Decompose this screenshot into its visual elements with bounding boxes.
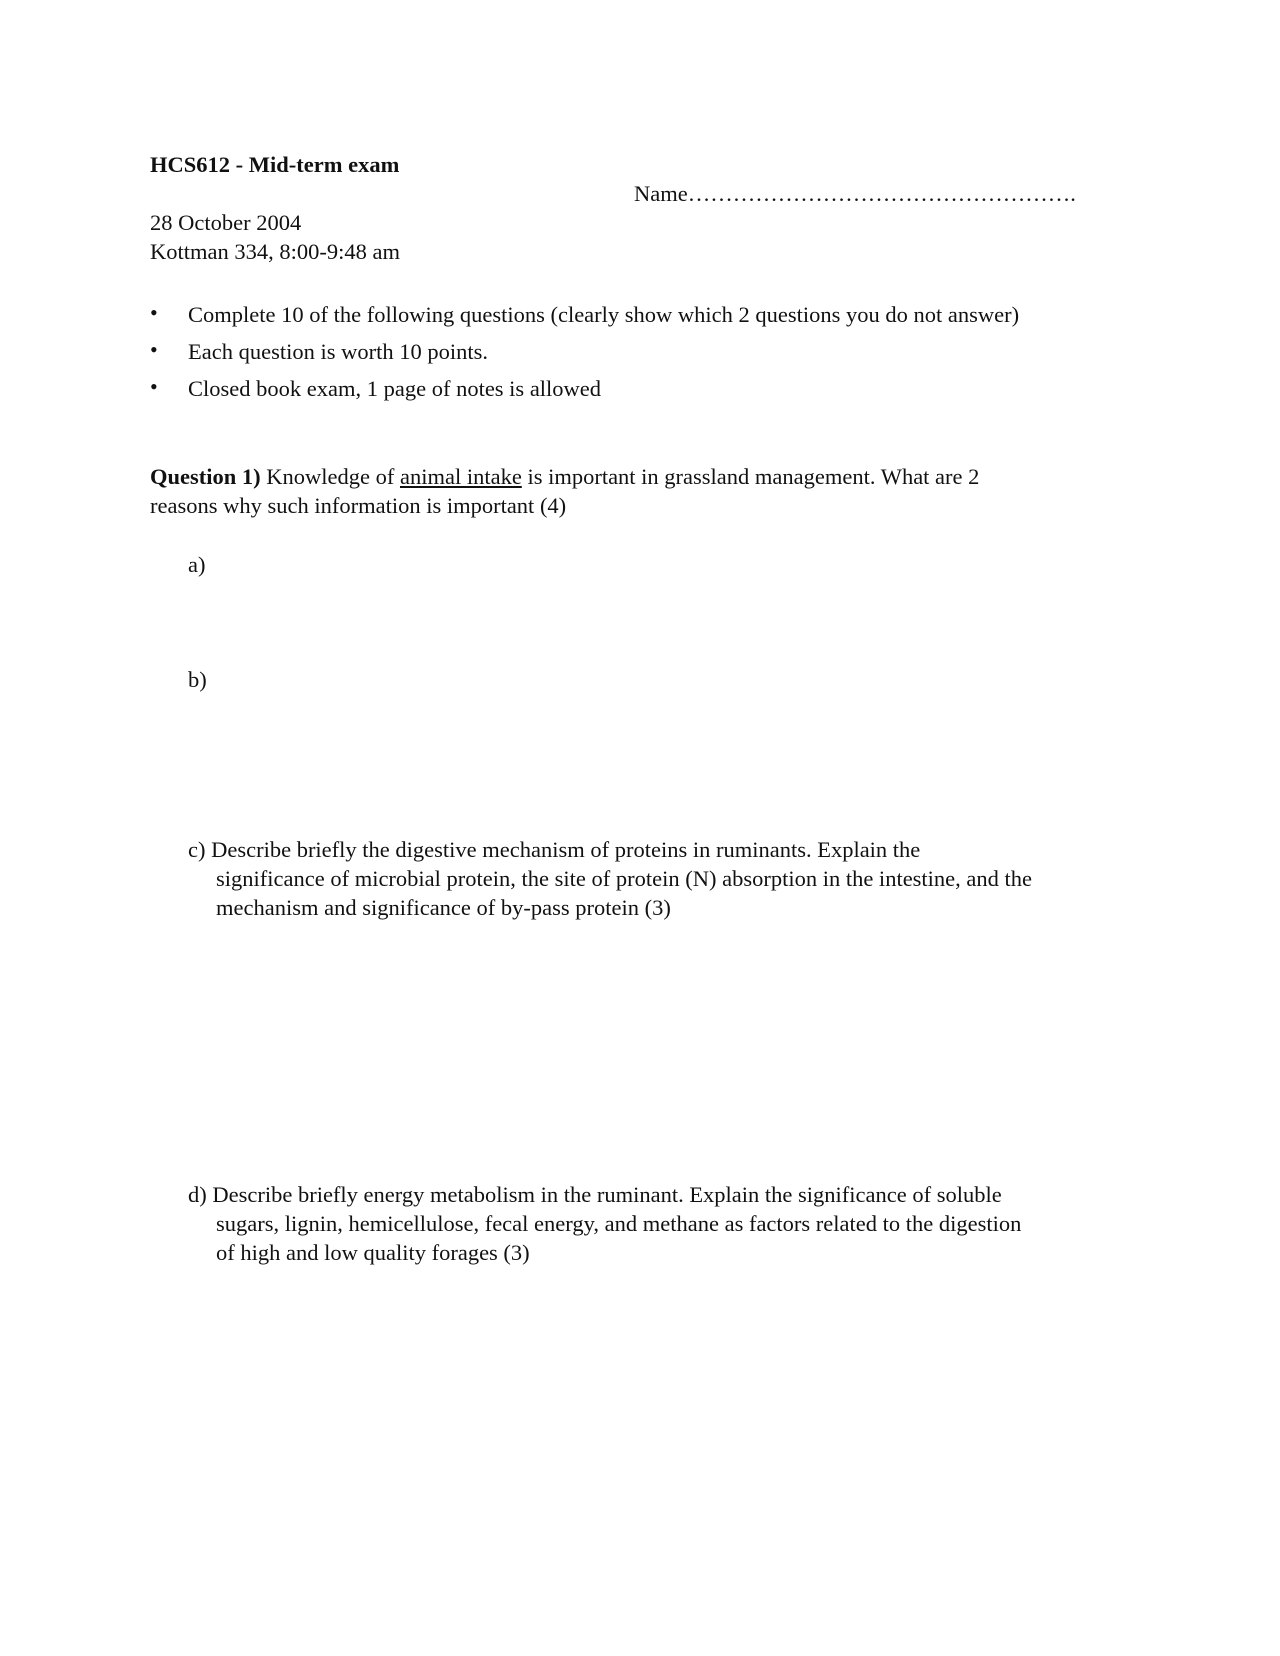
part-d-line: of high and low quality forages (3) <box>216 1240 530 1265</box>
exam-title: HCS612 - Mid-term exam <box>150 152 400 177</box>
bullet-icon: • <box>150 300 158 325</box>
instructions-list <box>150 300 1019 411</box>
question-1-line2: reasons why such information is important (4) <box>150 493 567 518</box>
instruction-item <box>150 300 1019 337</box>
question-1-text-before: Knowledge of <box>260 464 400 489</box>
exam-location-time: Kottman 334, 8:00-9:48 am <box>150 239 400 264</box>
instruction-text: Complete 10 of the following questions (clearly show which 2 questions you do not answer) <box>188 302 1020 327</box>
question-1-sub-a: a) <box>188 552 206 577</box>
question-1-sub-b: b) <box>188 667 207 692</box>
question-1 <box>150 462 979 491</box>
instruction-item <box>150 374 1019 411</box>
question-1-text-after: is important in grassland management. What are 2 <box>521 464 980 489</box>
part-d-line: sugars, lignin, hemicellulose, fecal energy, and methane as factors related to the digestion <box>216 1211 1022 1236</box>
name-field: Name……………………………………………. <box>634 181 1076 206</box>
instruction-item <box>150 337 1019 374</box>
question-1-underlined: animal intake <box>399 464 522 489</box>
exam-date: 28 October 2004 <box>150 210 302 235</box>
question-1-part-d <box>188 1180 1148 1267</box>
part-d-line: d) Describe briefly energy metabolism in the ruminant. Explain the significance of soluble <box>188 1182 1002 1207</box>
instruction-text: Closed book exam, 1 page of notes is allowed <box>188 376 602 401</box>
question-1-label: Question 1) <box>150 464 261 489</box>
part-c-line: significance of microbial protein, the site of protein (N) absorption in the intestine, and the <box>216 866 1033 891</box>
bullet-icon: • <box>150 374 158 399</box>
question-1-part-c <box>188 835 1148 922</box>
part-c-line: mechanism and significance of by-pass protein (3) <box>216 895 671 920</box>
bullet-icon: • <box>150 337 158 362</box>
instruction-text: Each question is worth 10 points. <box>188 339 488 364</box>
part-c-line: c) Describe briefly the digestive mechanism of proteins in ruminants. Explain the <box>188 837 921 862</box>
